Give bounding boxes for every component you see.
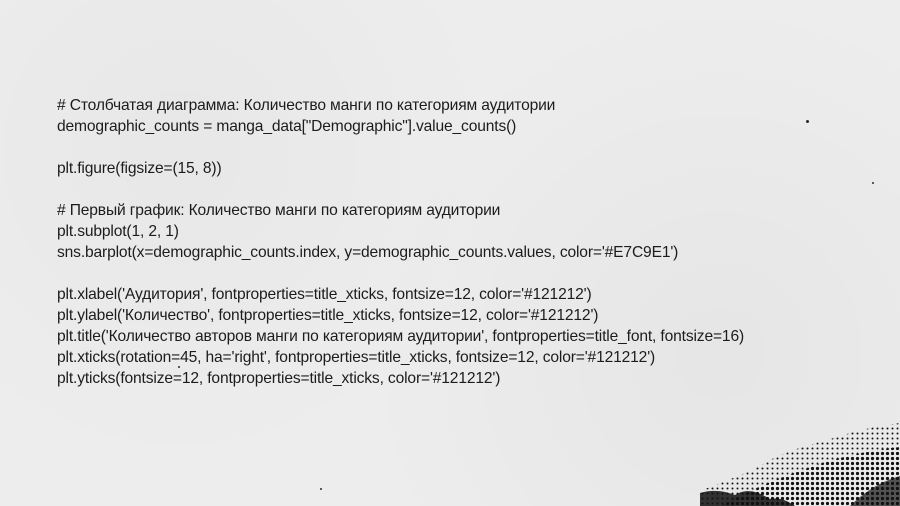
halftone-texture <box>700 421 900 506</box>
code-blank-line <box>57 263 877 284</box>
code-line: plt.title('Количество авторов манги по категориям аудитории', fontproperties=title_font, fontsize=16) <box>57 328 745 345</box>
code-line: demographic_counts = manga_data["Demographic"].value_counts() <box>57 118 517 135</box>
code-blank-line <box>57 179 877 200</box>
code-comment-line: # Первый график: Количество манги по категориям аудитории <box>57 202 501 219</box>
code-block <box>57 95 877 389</box>
code-line: plt.subplot(1, 2, 1) <box>57 223 179 240</box>
paper-speck <box>320 488 322 490</box>
code-line: plt.figure(figsize=(15, 8)) <box>57 160 222 177</box>
code-line: plt.xticks(rotation=45, ha='right', fontproperties=title_xticks, fontsize=12, color='#121212') <box>57 349 656 366</box>
code-line: plt.yticks(fontsize=12, fontproperties=title_xticks, color='#121212') <box>57 370 501 387</box>
code-comment-line: # Столбчатая диаграмма: Количество манги по категориям аудитории <box>57 97 556 114</box>
code-line: sns.barplot(x=demographic_counts.index, y=demographic_counts.values, color='#E7C9E1') <box>57 244 679 261</box>
code-line: plt.xlabel('Аудитория', fontproperties=title_xticks, fontsize=12, color='#121212') <box>57 286 592 303</box>
code-line: plt.ylabel('Количество', fontproperties=title_xticks, fontsize=12, color='#121212') <box>57 307 599 324</box>
code-blank-line <box>57 137 877 158</box>
